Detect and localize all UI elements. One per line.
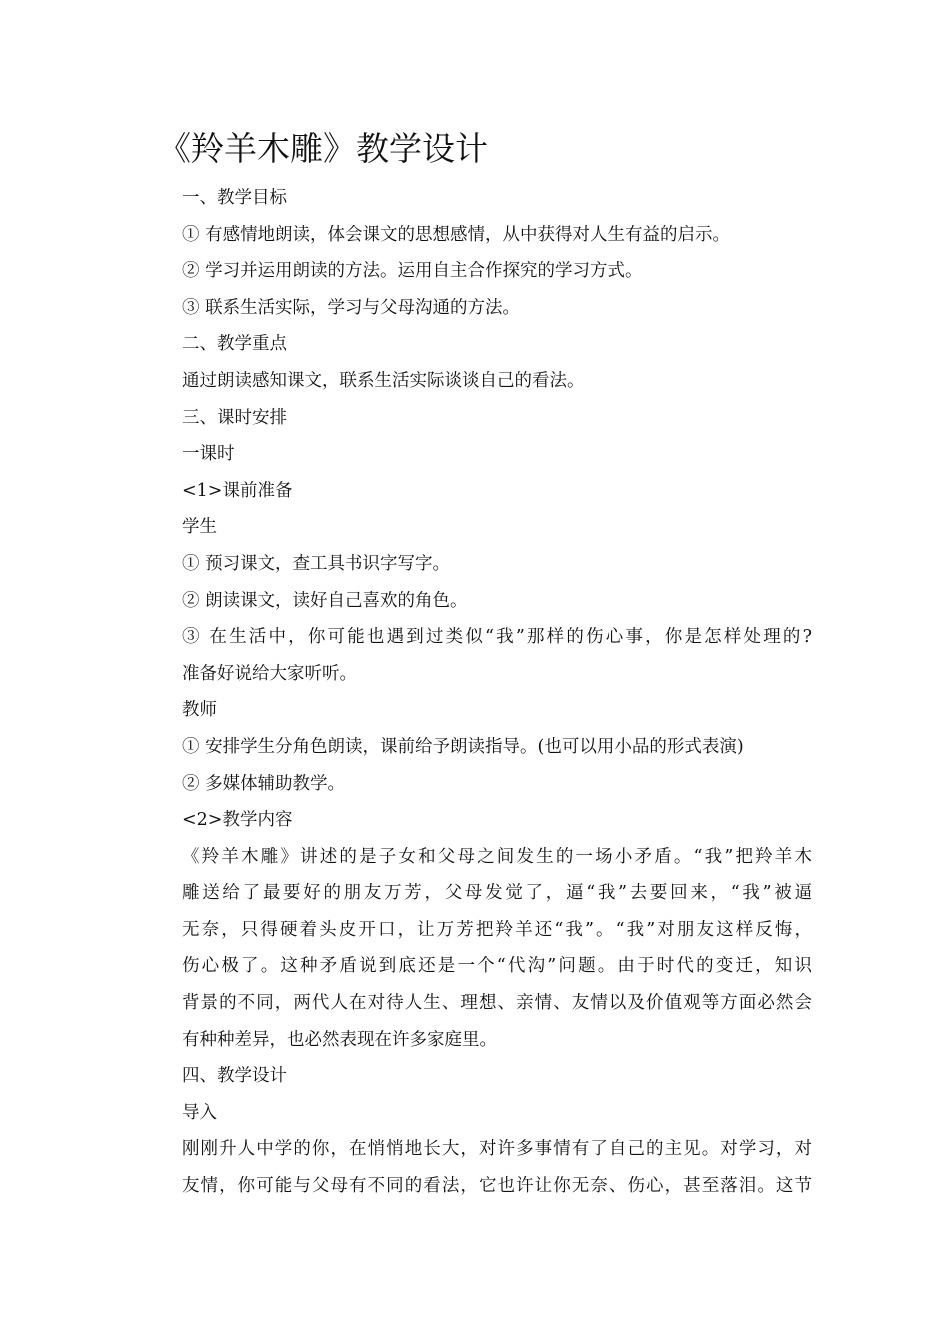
text-line: 《羚羊木雕》讲述的是子女和父母之间发生的一场小矛盾。“我”把羚羊木 (182, 846, 812, 867)
text-line: ③ 联系生活实际，学习与父母沟通的方法。 (182, 297, 521, 318)
text-line: 学生 (182, 517, 217, 538)
text-line: ② 学习并运用朗读的方法。运用自主合作探究的学习方式。 (182, 261, 643, 282)
text-line: 导入 (182, 1102, 217, 1123)
text-line: 有种种差异，也必然表现在许多家庭里。 (182, 1029, 497, 1050)
text-line: ② 朗读课文，读好自己喜欢的角色。 (182, 590, 468, 611)
text-line: <1>课前准备 (182, 480, 293, 501)
text-line: 通过朗读感知课文，联系生活实际谈谈自己的看法。 (182, 370, 585, 391)
document-body (182, 180, 812, 1205)
text-line: ① 安排学生分角色朗读，课前给予朗读指导。(也可以用小品的形式表演) (182, 736, 744, 757)
text-line: <2>教学内容 (182, 810, 293, 831)
text-line: 四、教学设计 (182, 1066, 287, 1087)
text-line: ① 有感情地朗读，体会课文的思想感情，从中获得对人生有益的启示。 (182, 224, 731, 245)
text-line: ① 预习课文，查工具书识字写字。 (182, 553, 451, 574)
text-line: 三、课时安排 (182, 407, 287, 428)
text-line: 刚刚升人中学的你，在悄悄地长大，对许多事情有了自己的主见。对学习，对 (182, 1139, 812, 1160)
text-line: 雕送给了最要好的朋友万芳，父母发觉了，逼“我”去要回来，“我”被逼 (182, 883, 812, 904)
text-line: 一、教学目标 (182, 188, 287, 208)
text-line: 准备好说给大家听听。 (182, 663, 357, 684)
text-line: ② 多媒体辅助教学。 (182, 773, 346, 794)
text-line: 友情，你可能与父母有不同的看法，它也许让你无奈、伤心，甚至落泪。这节 (182, 1176, 812, 1197)
text-line: 教师 (182, 700, 217, 721)
text-line: 一课时 (182, 444, 235, 465)
text-line: 无奈，只得硬着头皮开口，让万芳把羚羊还“我”。“我”对朋友这样反悔， (182, 919, 812, 940)
text-line: 背景的不同，两代人在对待人生、理想、亲情、友情以及价值观等方面必然会 (182, 993, 812, 1014)
text-line: 二、教学重点 (182, 334, 287, 355)
document-title: 《羚羊木雕》教学设计 (158, 129, 488, 168)
text-line: ③ 在生活中，你可能也遇到过类似“我”那样的伤心事，你是怎样处理的? (182, 627, 812, 648)
text-line: 伤心极了。这种矛盾说到底还是一个“代沟”问题。由于时代的变迁，知识 (182, 956, 812, 977)
